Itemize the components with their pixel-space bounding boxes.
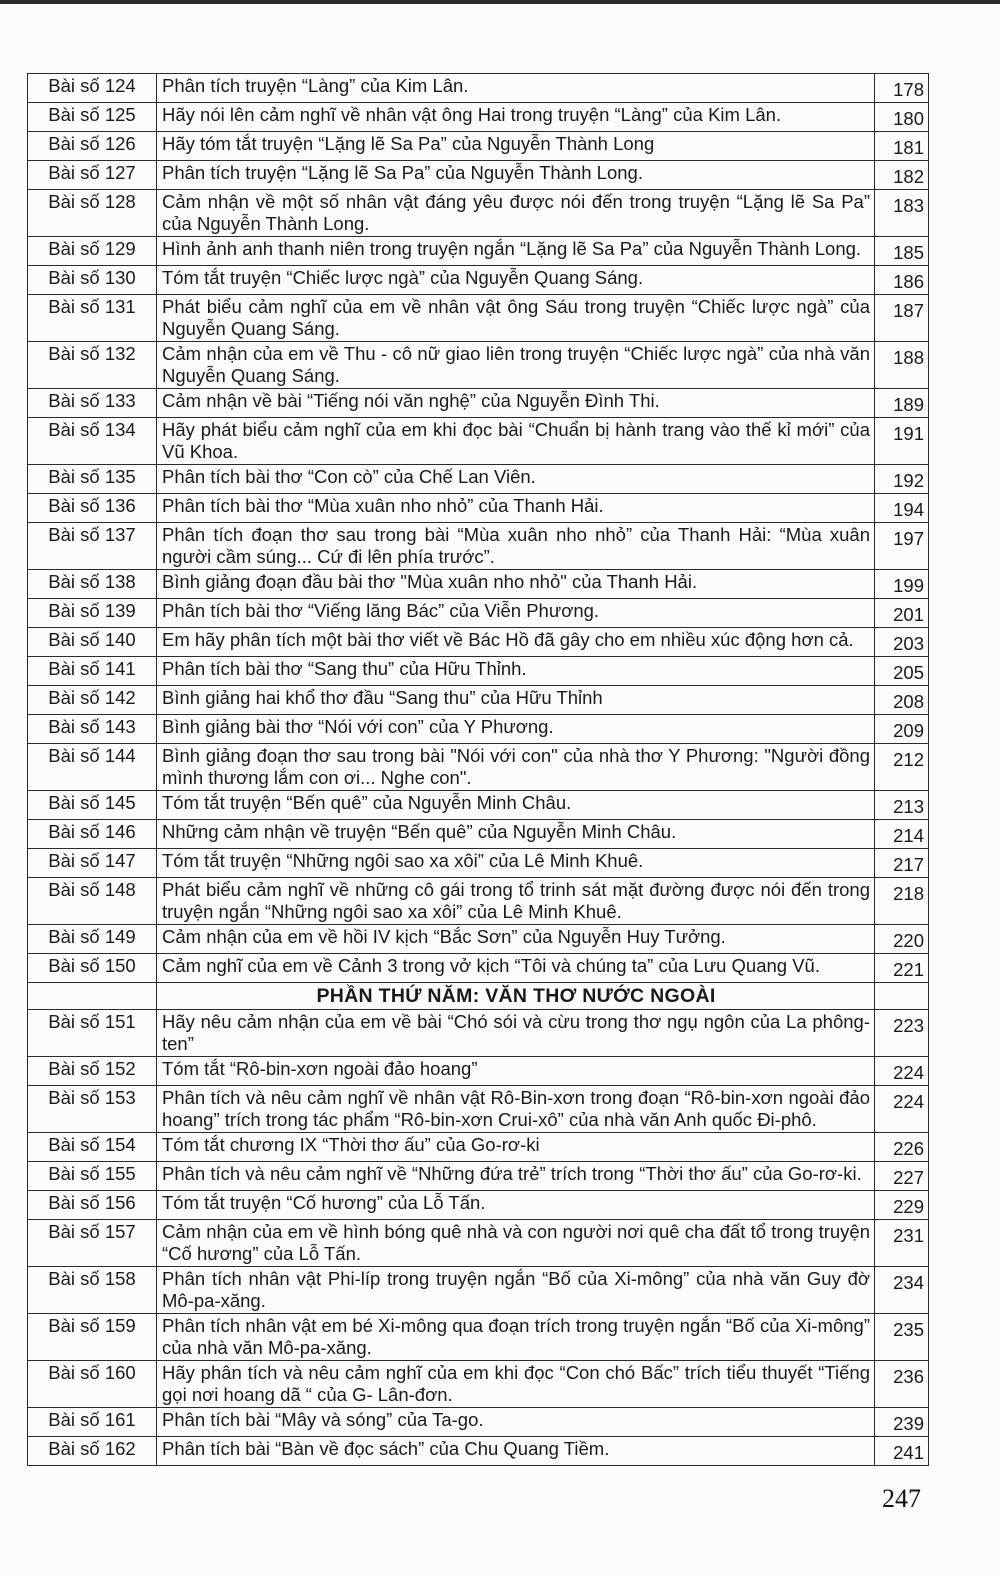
entry-number: Bài số 124 [28, 74, 157, 103]
entry-page: 197 [875, 523, 929, 570]
entry-title: Tóm tắt chương IX “Thời thơ ấu” của Go-rơ-ki [157, 1133, 875, 1162]
entry-number: Bài số 143 [28, 715, 157, 744]
toc-row [28, 849, 929, 878]
toc-row [28, 1057, 929, 1086]
entry-page: 181 [875, 132, 929, 161]
entry-title: Phân tích truyện “Lặng lẽ Sa Pa” của Nguyễn Thành Long. [157, 161, 875, 190]
entry-title: Bình giảng đoạn thơ sau trong bài "Nói với con" của nhà thơ Y Phương: "Người đồng mình thương lắm con ơi... Nghe con". [157, 744, 875, 791]
toc-row [28, 465, 929, 494]
entry-page: 203 [875, 628, 929, 657]
entry-number: Bài số 126 [28, 132, 157, 161]
entry-title: Cảm nhận của em về hình bóng quê nhà và con người nơi quê cha đất tổ trong truyện “Cố hương” của Lỗ Tấn. [157, 1220, 875, 1267]
section-empty-cell [28, 983, 157, 1010]
entry-page: 182 [875, 161, 929, 190]
entry-title: Hãy phát biểu cảm nghĩ của em khi đọc bài “Chuẩn bị hành trang vào thế kỉ mới” của Vũ Khoa. [157, 418, 875, 465]
entry-page: 187 [875, 295, 929, 342]
toc-row [28, 715, 929, 744]
entry-title: Tóm tắt “Rô-bin-xơn ngoài đảo hoang” [157, 1057, 875, 1086]
toc-row [28, 878, 929, 925]
entry-title: Phân tích bài thơ “Mùa xuân nho nhỏ” của Thanh Hải. [157, 494, 875, 523]
entry-page: 236 [875, 1361, 929, 1408]
entry-number: Bài số 161 [28, 1408, 157, 1437]
toc-body [28, 74, 929, 1466]
entry-number: Bài số 125 [28, 103, 157, 132]
entry-title: Phân tích bài thơ “Sang thu” của Hữu Thỉnh. [157, 657, 875, 686]
entry-title: Những cảm nhận về truyện “Bến quê” của Nguyễn Minh Châu. [157, 820, 875, 849]
entry-page: 183 [875, 190, 929, 237]
toc-row [28, 103, 929, 132]
entry-title: Phân tích nhân vật Phi-líp trong truyện ngắn “Bố của Xi-mông” của nhà văn Guy đờ Mô-pa-xăng. [157, 1267, 875, 1314]
entry-number: Bài số 140 [28, 628, 157, 657]
entry-number: Bài số 149 [28, 925, 157, 954]
entry-title: Phát biểu cảm nghĩ về những cô gái trong tổ trinh sát mặt đường được nói đến trong truyện ngắn “Những ngôi sao xa xôi” của Lê Minh Khuê. [157, 878, 875, 925]
entry-number: Bài số 131 [28, 295, 157, 342]
entry-page: 239 [875, 1408, 929, 1437]
table-of-contents [27, 73, 929, 1466]
entry-title: Cảm nhận của em về Thu - cô nữ giao liên trong truyện “Chiếc lược ngà” của nhà văn Nguyễn Quang Sáng. [157, 342, 875, 389]
entry-number: Bài số 141 [28, 657, 157, 686]
entry-number: Bài số 158 [28, 1267, 157, 1314]
entry-title: Tóm tắt truyện “Chiếc lược ngà” của Nguyễn Quang Sáng. [157, 266, 875, 295]
toc-row [28, 1408, 929, 1437]
toc-row [28, 418, 929, 465]
entry-page: 218 [875, 878, 929, 925]
toc-row [28, 190, 929, 237]
entry-title: Bình giảng bài thơ “Nói với con” của Y Phương. [157, 715, 875, 744]
entry-page: 209 [875, 715, 929, 744]
entry-title: Bình giảng hai khổ thơ đầu “Sang thu” của Hữu Thỉnh [157, 686, 875, 715]
entry-number: Bài số 135 [28, 465, 157, 494]
entry-page: 221 [875, 954, 929, 983]
entry-title: Hãy nói lên cảm nghĩ về nhân vật ông Hai trong truyện “Làng” của Kim Lân. [157, 103, 875, 132]
entry-number: Bài số 128 [28, 190, 157, 237]
entry-title: Tóm tắt truyện “Bến quê” của Nguyễn Minh Châu. [157, 791, 875, 820]
toc-row [28, 295, 929, 342]
section-empty-cell [875, 983, 929, 1010]
entry-title: Hãy phân tích và nêu cảm nghĩ của em khi đọc “Con chó Bấc” trích tiểu thuyết “Tiếng gọi nơi hoang dã “ của G- Lân-đơn. [157, 1361, 875, 1408]
toc-row [28, 1220, 929, 1267]
section-row [28, 983, 929, 1010]
entry-page: 213 [875, 791, 929, 820]
entry-title: Tóm tắt truyện “Những ngôi sao xa xôi” của Lê Minh Khuê. [157, 849, 875, 878]
entry-page: 212 [875, 744, 929, 791]
entry-title: Em hãy phân tích một bài thơ viết về Bác Hồ đã gây cho em nhiều xúc động hơn cả. [157, 628, 875, 657]
toc-row [28, 599, 929, 628]
entry-page: 191 [875, 418, 929, 465]
entry-title: Phân tích bài thơ “Viếng lăng Bác” của Viễn Phương. [157, 599, 875, 628]
toc-row [28, 1314, 929, 1361]
entry-number: Bài số 154 [28, 1133, 157, 1162]
toc-row [28, 342, 929, 389]
entry-page: 223 [875, 1010, 929, 1057]
entry-number: Bài số 127 [28, 161, 157, 190]
entry-page: 231 [875, 1220, 929, 1267]
toc-row [28, 744, 929, 791]
entry-number: Bài số 148 [28, 878, 157, 925]
entry-page: 189 [875, 389, 929, 418]
entry-page: 227 [875, 1162, 929, 1191]
entry-page: 224 [875, 1057, 929, 1086]
entry-number: Bài số 155 [28, 1162, 157, 1191]
toc-row [28, 954, 929, 983]
entry-page: 178 [875, 74, 929, 103]
entry-page: 235 [875, 1314, 929, 1361]
toc-row [28, 494, 929, 523]
toc-row [28, 266, 929, 295]
entry-title: Phân tích bài “Bàn về đọc sách” của Chu Quang Tiềm. [157, 1437, 875, 1466]
toc-row [28, 1191, 929, 1220]
entry-number: Bài số 146 [28, 820, 157, 849]
toc-row [28, 925, 929, 954]
entry-title: Cảm nhận về một số nhân vật đáng yêu được nói đến trong truyện “Lặng lẽ Sa Pa” của Nguyễn Thành Long. [157, 190, 875, 237]
toc-row [28, 161, 929, 190]
toc-row [28, 1133, 929, 1162]
entry-number: Bài số 160 [28, 1361, 157, 1408]
entry-number: Bài số 132 [28, 342, 157, 389]
entry-page: 220 [875, 925, 929, 954]
entry-number: Bài số 152 [28, 1057, 157, 1086]
entry-number: Bài số 144 [28, 744, 157, 791]
entry-number: Bài số 151 [28, 1010, 157, 1057]
toc-row [28, 820, 929, 849]
entry-title: Phân tích bài “Mây và sóng” của Ta-go. [157, 1408, 875, 1437]
entry-page: 180 [875, 103, 929, 132]
entry-title: Phát biểu cảm nghĩ của em về nhân vật ông Sáu trong truyện “Chiếc lược ngà” của Nguyễn Quang Sáng. [157, 295, 875, 342]
toc-row [28, 389, 929, 418]
entry-number: Bài số 159 [28, 1314, 157, 1361]
entry-number: Bài số 162 [28, 1437, 157, 1466]
entry-page: 224 [875, 1086, 929, 1133]
entry-number: Bài số 142 [28, 686, 157, 715]
toc-row [28, 74, 929, 103]
toc-row [28, 686, 929, 715]
entry-page: 192 [875, 465, 929, 494]
entry-title: Phân tích và nêu cảm nghĩ về “Những đứa trẻ” trích trong “Thời thơ ấu” của Go-rơ-ki. [157, 1162, 875, 1191]
toc-row [28, 1437, 929, 1466]
entry-number: Bài số 145 [28, 791, 157, 820]
entry-page: 226 [875, 1133, 929, 1162]
entry-page: 214 [875, 820, 929, 849]
entry-number: Bài số 133 [28, 389, 157, 418]
entry-number: Bài số 134 [28, 418, 157, 465]
entry-title: Phân tích bài thơ “Con cò” của Chế Lan Viên. [157, 465, 875, 494]
entry-title: Phân tích đoạn thơ sau trong bài “Mùa xuân nho nhỏ” của Thanh Hải: “Mùa xuân người cầm súng... Cứ đi lên phía trước”. [157, 523, 875, 570]
entry-page: 186 [875, 266, 929, 295]
entry-number: Bài số 157 [28, 1220, 157, 1267]
entry-page: 201 [875, 599, 929, 628]
top-border-line [0, 0, 1000, 4]
entry-page: 188 [875, 342, 929, 389]
entry-page: 199 [875, 570, 929, 599]
toc-row [28, 1361, 929, 1408]
toc-row [28, 1010, 929, 1057]
toc-row [28, 1162, 929, 1191]
entry-page: 208 [875, 686, 929, 715]
toc-row [28, 237, 929, 266]
page-number: 247 [882, 1484, 921, 1513]
entry-page: 234 [875, 1267, 929, 1314]
entry-title: Phân tích truyện “Làng” của Kim Lân. [157, 74, 875, 103]
entry-page: 185 [875, 237, 929, 266]
entry-title: Cảm nhận về bài “Tiếng nói văn nghệ” của Nguyễn Đình Thi. [157, 389, 875, 418]
entry-number: Bài số 156 [28, 1191, 157, 1220]
toc-row [28, 132, 929, 161]
entry-title: Phân tích nhân vật em bé Xi-mông qua đoạn trích trong truyện ngắn “Bố của Xi-mông” của nhà văn Mô-pa-xăng. [157, 1314, 875, 1361]
entry-title: Hình ảnh anh thanh niên trong truyện ngắn “Lặng lẽ Sa Pa” của Nguyễn Thành Long. [157, 237, 875, 266]
toc-row [28, 657, 929, 686]
entry-number: Bài số 129 [28, 237, 157, 266]
entry-number: Bài số 136 [28, 494, 157, 523]
toc-row [28, 523, 929, 570]
entry-number: Bài số 153 [28, 1086, 157, 1133]
entry-title: Phân tích và nêu cảm nghĩ về nhân vật Rô-Bin-xơn trong đoạn “Rô-bin-xơn ngoài đảo hoang” trích trong tác phẩm “Rô-bin-xơn Crui-xô” của nhà văn Anh quốc Đi-phô. [157, 1086, 875, 1133]
toc-row [28, 1267, 929, 1314]
toc-row [28, 628, 929, 657]
entry-title: Cảm nhận của em về hồi IV kịch “Bắc Sơn” của Nguyễn Huy Tưởng. [157, 925, 875, 954]
entry-number: Bài số 137 [28, 523, 157, 570]
entry-title: Tóm tắt truyện “Cố hương” của Lỗ Tấn. [157, 1191, 875, 1220]
toc-row [28, 1086, 929, 1133]
toc-row [28, 570, 929, 599]
entry-number: Bài số 150 [28, 954, 157, 983]
section-title: PHẦN THỨ NĂM: VĂN THƠ NƯỚC NGOÀI [157, 983, 875, 1010]
entry-number: Bài số 138 [28, 570, 157, 599]
entry-title: Bình giảng đoạn đầu bài thơ "Mùa xuân nho nhỏ" của Thanh Hải. [157, 570, 875, 599]
entry-number: Bài số 147 [28, 849, 157, 878]
entry-page: 217 [875, 849, 929, 878]
entry-number: Bài số 130 [28, 266, 157, 295]
entry-page: 205 [875, 657, 929, 686]
entry-title: Hãy nêu cảm nhận của em về bài “Chó sói và cừu trong thơ ngụ ngôn của La phông-ten” [157, 1010, 875, 1057]
entry-title: Hãy tóm tắt truyện “Lặng lẽ Sa Pa” của Nguyễn Thành Long [157, 132, 875, 161]
toc-row [28, 791, 929, 820]
entry-page: 194 [875, 494, 929, 523]
entry-title: Cảm nghĩ của em về Cảnh 3 trong vở kịch “Tôi và chúng ta” của Lưu Quang Vũ. [157, 954, 875, 983]
entry-page: 229 [875, 1191, 929, 1220]
entry-number: Bài số 139 [28, 599, 157, 628]
entry-page: 241 [875, 1437, 929, 1466]
